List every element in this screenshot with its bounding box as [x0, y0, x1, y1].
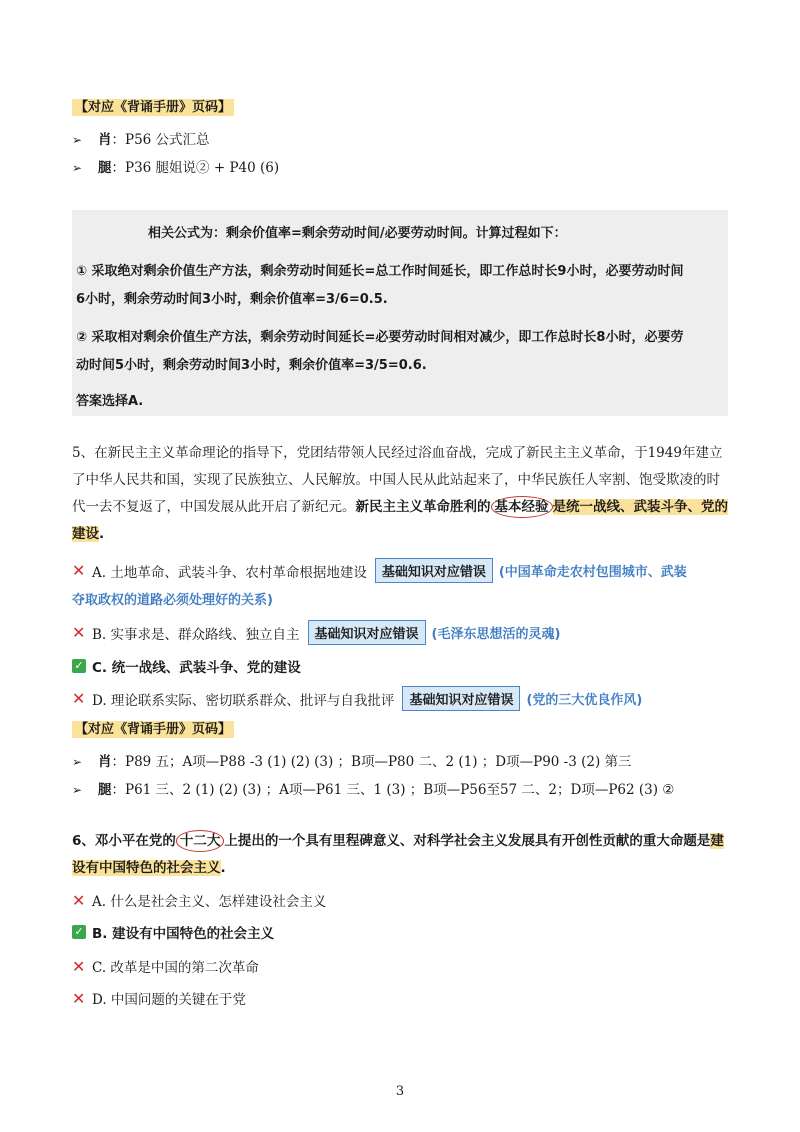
section-tag-label: 【对应《背诵手册》页码】	[72, 99, 234, 116]
option-c	[72, 656, 301, 676]
question-end: .	[99, 526, 105, 542]
check-icon: ✓	[72, 659, 86, 673]
option-text: C. 改革是中国的第二次革命	[92, 960, 259, 976]
option-text: A. 什么是社会主义、怎样建设社会主义	[92, 894, 327, 910]
circled-keyword: 基本经验	[491, 496, 553, 518]
check-icon: ✓	[72, 925, 86, 939]
cross-icon: ✕	[72, 956, 86, 976]
option-note: (中国革命走农村包围城市、武装	[498, 565, 687, 580]
question-text: 5、在新民主主义革命理论的指导下，党团结带领人民经过浴血奋战，完成了新民主主义革命，于1949年建立了中华人民共和国，实现了民族独立、人民解放。中国人民从此站起来了，中华民族任人宰割、饱受欺凌的时代一去不复返了，中国发展从此开启了新纪元。	[72, 445, 723, 515]
question-bold-text: 上提出的一个具有里程碑意义、对科学社会主义发展具有开创性贡献的重大命题是	[224, 833, 711, 849]
option-c	[72, 956, 259, 976]
reference-item	[72, 128, 210, 148]
question-6-stem	[72, 828, 732, 882]
question-end: .	[220, 860, 226, 876]
question-bold-text: 新民主主义革命胜利的	[355, 499, 491, 515]
highlighted-answer: 建设有中国特色的社会主义	[72, 833, 724, 876]
cross-icon: ✕	[72, 561, 86, 580]
error-label-box: 基础知识对应错误	[402, 686, 520, 711]
highlighted-answer: 是统一战线、武装斗争、党的建设	[72, 499, 728, 542]
cross-icon: ✕	[72, 623, 86, 642]
option-text: C. 统一战线、武装斗争、党的建设	[92, 660, 301, 676]
explanation-line: 6小时，剩余劳动时间3小时，剩余价值率=3/6=0.5.	[76, 292, 388, 307]
reference-label: 肖	[98, 754, 112, 770]
explanation-line: 相关公式为：剩余价值率=剩余劳动时间/必要劳动时间。计算过程如下：	[148, 226, 567, 241]
option-note-continued: 夺取政权的道路必须处理好的关系)	[72, 593, 273, 608]
circled-keyword: 十二大	[176, 830, 225, 852]
section-tag	[72, 96, 234, 115]
option-text: D. 中国问题的关键在于党	[92, 992, 246, 1008]
error-label-box: 基础知识对应错误	[308, 620, 426, 645]
arrow-bullet-icon: ➢	[72, 133, 83, 147]
explanation-box	[72, 210, 728, 416]
cross-icon: ✕	[72, 988, 86, 1008]
reference-item	[72, 156, 279, 176]
reference-text: ：P61 三、2 (1) (2) (3) ；A项—P61 三、1 (3) ；B项—P56至57 二、2；D项—P62 (3) ②	[111, 782, 675, 798]
option-text: B. 建设有中国特色的社会主义	[92, 926, 275, 942]
explanation-line: ② 采取相对剩余价值生产方法，剩余劳动时间延长=必要劳动时间相对减少，即工作总时长8小时，必要劳	[76, 330, 684, 345]
section-tag	[72, 718, 234, 737]
section-tag-label: 【对应《背诵手册》页码】	[72, 721, 234, 738]
page-number: 3	[395, 1084, 405, 1099]
option-text: D. 理论联系实际、密切联系群众、批评与自我批评	[92, 692, 395, 709]
option-text: A. 土地革命、武装斗争、农村革命根据地建设	[92, 564, 367, 581]
question-5-stem	[72, 440, 732, 548]
option-note: (毛泽东思想活的灵魂)	[431, 627, 561, 642]
option-text: B. 实事求是、群众路线、独立自主	[92, 626, 300, 643]
explanation-line: ① 采取绝对剩余价值生产方法，剩余劳动时间延长=总工作时间延长，即工作总时长9小时，必要劳动时间	[76, 264, 684, 279]
reference-label: 腿	[98, 160, 112, 176]
question-bold-text: 6、邓小平在党的	[72, 833, 176, 849]
option-b	[72, 620, 560, 645]
reference-label: 肖	[98, 132, 112, 148]
explanation-answer: 答案选择A.	[76, 394, 144, 409]
reference-label: 腿	[98, 782, 112, 798]
cross-icon: ✕	[72, 890, 86, 910]
explanation-line: 动时间5小时，剩余劳动时间3小时，剩余价值率=3/5=0.6.	[76, 358, 427, 373]
option-a	[72, 890, 326, 910]
reference-item	[72, 778, 674, 798]
option-a	[72, 558, 687, 583]
reference-item	[72, 750, 632, 770]
error-label-box: 基础知识对应错误	[375, 558, 493, 583]
option-d	[72, 988, 246, 1008]
arrow-bullet-icon: ➢	[72, 755, 83, 769]
reference-text: ：P89 五；A项—P88 -3 (1) (2) (3) ；B项—P80 二、2 (1) ；D项—P90 -3 (2) 第三	[111, 754, 632, 770]
arrow-bullet-icon: ➢	[72, 783, 83, 797]
option-note: (党的三大优良作风)	[526, 693, 643, 708]
cross-icon: ✕	[72, 689, 86, 708]
option-b	[72, 922, 274, 942]
reference-text: ：P56 公式汇总	[111, 132, 210, 148]
reference-text: ：P36 腿姐说② + P40 (6)	[111, 160, 280, 176]
arrow-bullet-icon: ➢	[72, 161, 83, 175]
option-d	[72, 686, 642, 711]
